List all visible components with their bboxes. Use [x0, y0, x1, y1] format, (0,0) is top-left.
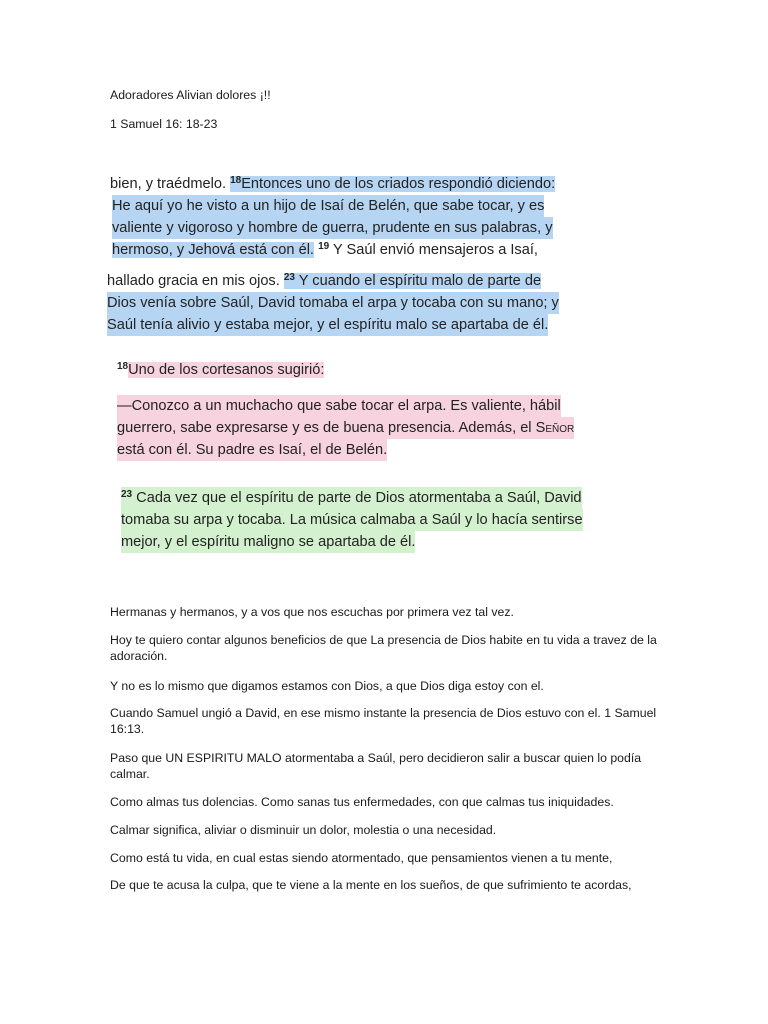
body-paragraph: Como almas tus dolencias. Como sanas tus enfermedades, con que calmas tus iniquidades. [110, 795, 614, 809]
lord-smallcaps: Señor [535, 420, 575, 436]
verse-line: He aquí yo he visto a un hijo de Isaí de Belén, que sabe tocar, y es [112, 195, 544, 217]
verse-line [117, 417, 574, 439]
body-paragraph: Como está tu vida, en cual estas siendo atormentado, que pensamientos vienen a tu mente, [110, 851, 613, 865]
verse-line: Saúl tenía alivio y estaba mejor, y el espíritu malo se apartaba de él. [107, 314, 548, 336]
scripture-reference: 1 Samuel 16: 18-23 [110, 117, 218, 131]
verse-text: Y cuando el espíritu malo de parte de [294, 273, 542, 289]
verse-number: 23 [121, 489, 133, 500]
verse-line [112, 239, 538, 261]
verse-text: bien, y traédmelo. [110, 176, 231, 192]
verse-highlight: hermoso, y Jehová está con él. [112, 242, 314, 258]
verse-highlight [230, 176, 555, 192]
verse-number: 18 [117, 361, 129, 372]
scripture-screenshot-green [121, 487, 611, 557]
verse-highlight: Uno de los cortesanos sugirió: [128, 362, 325, 378]
verse-number: 18 [230, 175, 242, 186]
verse-number: 19 [318, 241, 330, 252]
scripture-screenshot-nvi [117, 357, 597, 467]
verse-highlight [284, 273, 541, 289]
body-paragraph: Paso que UN ESPIRITU MALO atormentaba a Saúl, pero decidieron salir a buscar quien lo podía calmar. [110, 751, 642, 781]
verse-line [121, 487, 582, 509]
body-paragraph: Calmar significa, aliviar o disminuir un dolor, molestia o una necesidad. [110, 823, 497, 837]
verse-text: Y Saúl envió mensajeros a Isaí, [329, 242, 538, 258]
verse-text: guerrero, sabe expresarse y es de buena presencia. Además, el [117, 420, 536, 436]
document-title: Adoradores Alivian dolores ¡!! [110, 88, 271, 102]
verse-line: está con él. Su padre es Isaí, el de Belén. [117, 439, 387, 461]
verse-line [110, 173, 555, 195]
body-paragraph: Y no es lo mismo que digamos estamos con Dios, a que Dios diga estoy con el. [110, 679, 544, 693]
body-paragraph: Hermanas y hermanos, y a vos que nos escuchas por primera vez tal vez. [110, 605, 514, 619]
verse-line: tomaba su arpa y tocaba. La música calmaba a Saúl y lo hacía sentirse [121, 509, 583, 531]
verse-text: hallado gracia en mis ojos. [107, 273, 284, 289]
verse-line [107, 270, 541, 292]
verse-text: Cada vez que el espíritu de parte de Dios atormentaba a Saúl, David [132, 490, 582, 506]
verse-line [117, 359, 324, 381]
cropped-line [107, 151, 491, 159]
verse-line: —Conozco a un muchacho que sabe tocar el arpa. Es valiente, hábil [117, 395, 561, 417]
verse-line: valiente y vigoroso y hombre de guerra, prudente en sus palabras, y [112, 217, 553, 239]
verse-text: Entonces uno de los criados respondió diciendo: [241, 176, 556, 192]
body-paragraph: De que te acusa la culpa, que te viene a la mente en los sueños, de que sufrimiento te acordas, [110, 878, 632, 892]
body-paragraph: Cuando Samuel ungió a David, en ese mismo instante la presencia de Dios estuvo con el. 1 Samuel 16:13. [110, 706, 657, 736]
body-paragraph: Hoy te quiero contar algunos beneficios de que La presencia de Dios habite en tu vida a travez de la adoración. [110, 633, 657, 663]
verse-number: 23 [283, 272, 295, 283]
verse-line: Dios venía sobre Saúl, David tomaba el arpa y tocaba con su mano; y [107, 292, 559, 314]
verse-line: mejor, y el espíritu maligno se apartaba de él. [121, 531, 415, 553]
scripture-screenshot-rv [107, 151, 587, 341]
